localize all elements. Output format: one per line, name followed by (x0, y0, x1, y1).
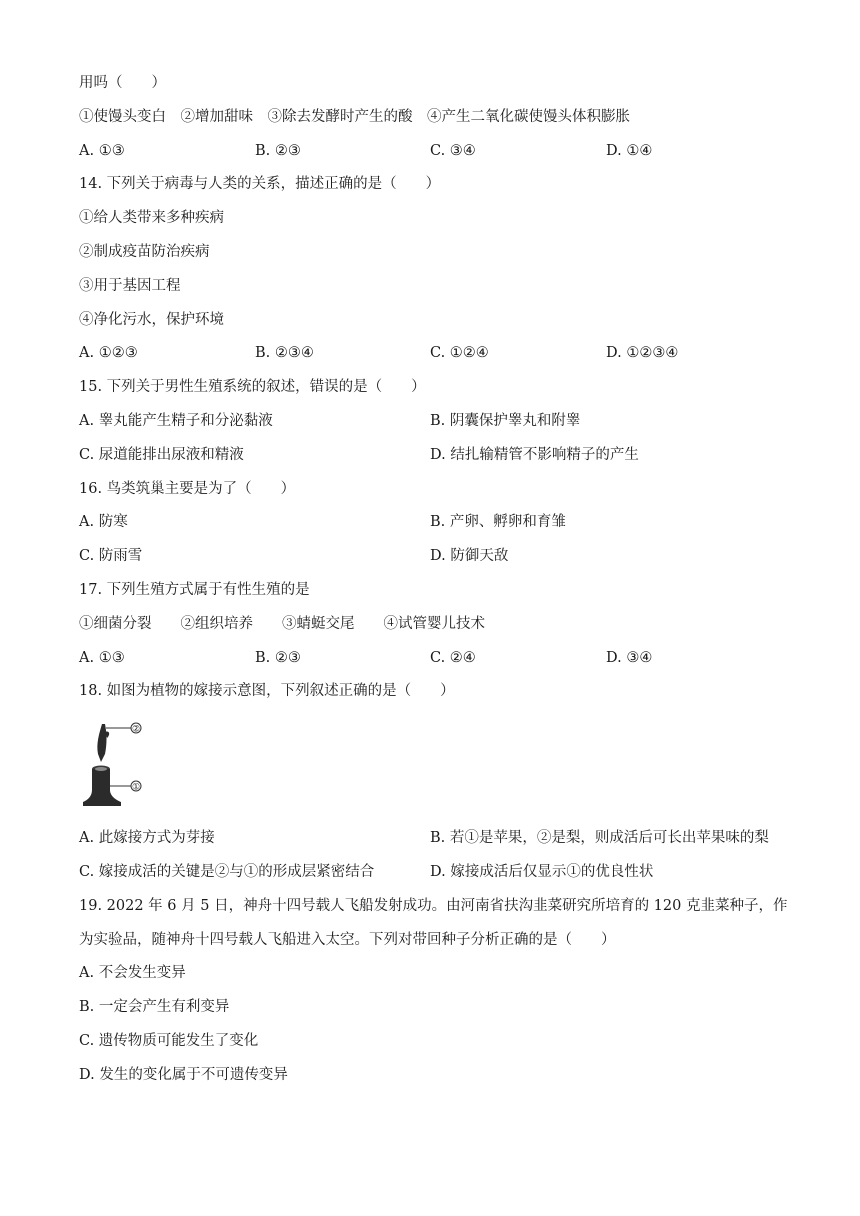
q14-options (79, 343, 799, 363)
q19-option-c[interactable]: C. 遗传物质可能发生了变化 (79, 1033, 259, 1049)
q14-statement-2: ②制成疫苗防治疾病 (79, 244, 210, 260)
q18-option-d[interactable]: D. 嫁接成活后仅显示①的优良性状 (430, 864, 654, 880)
q16-options-row2 (79, 546, 799, 566)
q15-option-d[interactable]: D. 结扎输精管不影响精子的产生 (430, 447, 639, 463)
q16-option-b[interactable]: B. 产卵、孵卵和育雏 (430, 514, 566, 530)
q13-option-c[interactable]: C. ③④ (430, 143, 476, 159)
q19-option-a[interactable]: A. 不会发生变异 (79, 965, 186, 981)
q18-option-b[interactable]: B. 若①是苹果，②是梨，则成活后可长出苹果味的梨 (430, 830, 769, 846)
q14-option-a[interactable]: A. ①②③ (79, 345, 138, 361)
q19-option-d[interactable]: D. 发生的变化属于不可遗传变异 (79, 1067, 288, 1083)
q18-options-row1 (79, 828, 799, 848)
q13-option-a[interactable]: A. ①③ (79, 143, 125, 159)
q18-option-a[interactable]: A. 此嫁接方式为芽接 (79, 830, 215, 846)
q13-stem-end: 用吗（ ） (79, 75, 166, 91)
q14-statement-4: ④净化污水，保护环境 (79, 312, 224, 328)
q15-stem: 15. 下列关于男性生殖系统的叙述，错误的是（ ） (79, 379, 426, 395)
q17-option-c[interactable]: C. ②④ (430, 650, 476, 666)
q17-option-a[interactable]: A. ①③ (79, 650, 125, 666)
q14-stem: 14. 下列关于病毒与人类的关系，描述正确的是（ ） (79, 176, 441, 192)
q14-statement-3: ③用于基因工程 (79, 278, 181, 294)
stock-trunk (83, 769, 121, 806)
q15-option-c[interactable]: C. 尿道能排出尿液和精液 (79, 447, 244, 463)
q16-option-d[interactable]: D. 防御天敌 (430, 548, 509, 564)
q16-stem: 16. 鸟类筑巢主要是为了（ ） (79, 481, 296, 497)
q15-option-b[interactable]: B. 阴囊保护睾丸和附睾 (430, 413, 581, 429)
grafting-diagram (79, 716, 149, 814)
stock-cut (95, 767, 107, 771)
q17-options (79, 648, 799, 668)
q19-stem-line1: 19. 2022 年 6 月 5 日，神舟十四号载人飞船发射成功。由河南省扶沟韭菜研究所培育的 120 克韭菜种子，作 (79, 898, 788, 914)
q17-option-d[interactable]: D. ③④ (606, 650, 653, 666)
q13-options (79, 141, 799, 161)
q18-option-c[interactable]: C. 嫁接成活的关键是②与①的形成层紧密结合 (79, 864, 375, 880)
q18-options-row2 (79, 862, 799, 882)
q15-options-row2 (79, 445, 799, 465)
q16-options-row1 (79, 512, 799, 532)
q17-option-b[interactable]: B. ②③ (255, 650, 301, 666)
q13-option-b[interactable]: B. ②③ (255, 143, 301, 159)
q19-stem-line2: 为实验品，随神舟十四号载人飞船进入太空。下列对带回种子分析正确的是（ ） (79, 932, 616, 948)
q16-option-a[interactable]: A. 防寒 (79, 514, 128, 530)
scion-shape (97, 724, 106, 762)
q19-option-b[interactable]: B. 一定会产生有利变异 (79, 999, 230, 1015)
label-1: ① (131, 782, 141, 793)
q14-option-b[interactable]: B. ②③④ (255, 345, 314, 361)
q14-option-c[interactable]: C. ①②④ (430, 345, 489, 361)
q13-statements: ①使馒头变白 ②增加甜味 ③除去发酵时产生的酸 ④产生二氧化碳使馒头体积膨胀 (79, 109, 630, 125)
q18-stem: 18. 如图为植物的嫁接示意图，下列叙述正确的是（ ） (79, 683, 455, 699)
q14-statement-1: ①给人类带来多种疾病 (79, 210, 224, 226)
q15-option-a[interactable]: A. 睾丸能产生精子和分泌黏液 (79, 413, 273, 429)
q14-option-d[interactable]: D. ①②③④ (606, 345, 679, 361)
q17-statements: ①细菌分裂 ②组织培养 ③蜻蜓交尾 ④试管婴儿技术 (79, 616, 485, 632)
q17-stem: 17. 下列生殖方式属于有性生殖的是 (79, 582, 310, 598)
q16-option-c[interactable]: C. 防雨雪 (79, 548, 143, 564)
q15-options-row1 (79, 411, 799, 431)
label-2: ② (131, 724, 141, 735)
q13-option-d[interactable]: D. ①④ (606, 143, 653, 159)
